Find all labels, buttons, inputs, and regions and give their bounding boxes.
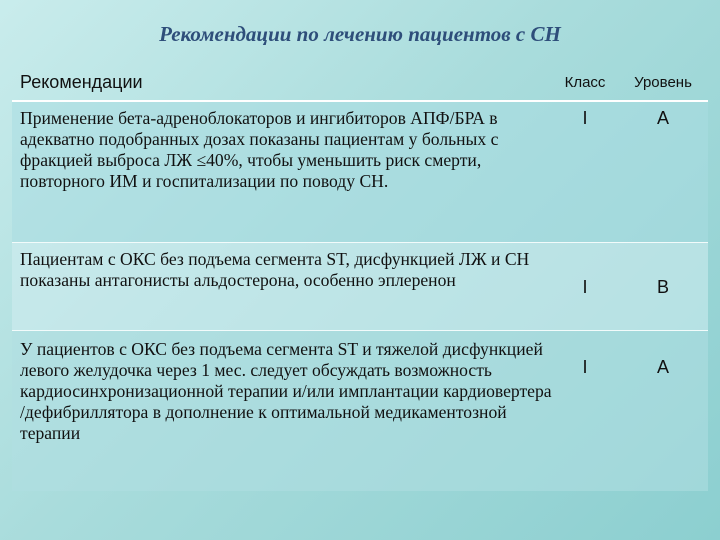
header-level: Уровень [634, 73, 692, 91]
level-value: A [656, 357, 669, 377]
level-value: A [656, 108, 669, 128]
table-row [12, 243, 708, 331]
table-row [12, 331, 708, 491]
recommendation-text: Применение бета-адреноблокаторов и ингибиторов АПФ/БРА в адекватно подобранных дозах показаны пациентам у больных с фракцией выброса ЛЖ ≤40%, чтобы уменьшить риск смерти, повторного ИМ и госпитализации по поводу СН. [20, 108, 499, 191]
header-class: Класс [564, 73, 606, 91]
recommendation-text: Пациентам с ОКС без подъема сегмента ST, дисфункцией ЛЖ и СН показаны антагонисты альдостерона, особенно эплеренон [20, 249, 530, 290]
class-value: I [582, 108, 588, 128]
class-value: I [582, 277, 588, 297]
class-value: I [582, 357, 588, 377]
header-recommendations: Рекомендации [20, 71, 143, 92]
table-row [12, 102, 708, 243]
recommendations-table [12, 64, 708, 491]
recommendation-text: У пациентов с ОКС без подъема сегмента ST и тяжелой дисфункцией левого желудочка через 1 мес. следует обсуждать возможность кардиосинхронизационной терапии и/или имплантации кардиовертера /дефибриллятора в дополнение к оптимальной медикаментозной терапии [20, 339, 552, 443]
page-title: Рекомендации по лечению пациентов с СН [159, 22, 561, 46]
level-value: B [656, 277, 669, 297]
table-header-row [12, 64, 708, 102]
